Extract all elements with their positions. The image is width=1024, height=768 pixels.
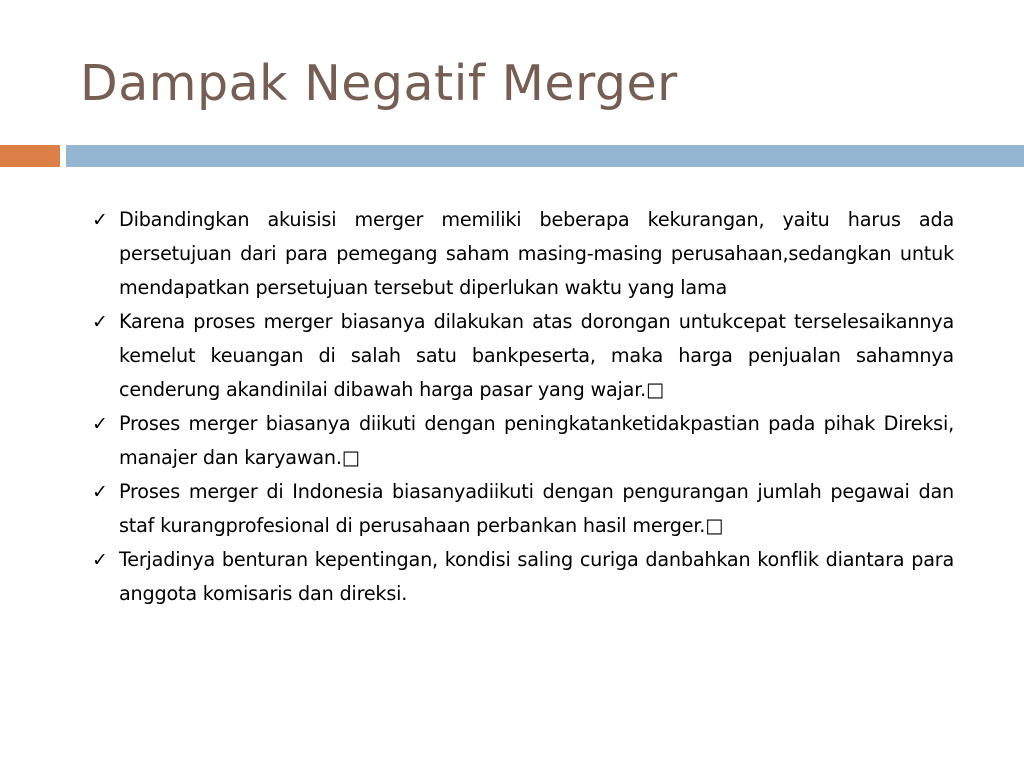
bullet-item	[90, 203, 954, 305]
checkmark-icon: ✓	[92, 481, 108, 503]
checkmark-icon: ✓	[92, 209, 108, 231]
checkmark-icon: ✓	[92, 311, 108, 333]
checkmark-icon: ✓	[92, 413, 108, 435]
bullet-text: Proses merger di Indonesia biasanyadiikuti dengan pengurangan jumlah pegawai dan staf kurangprofesional di perusahaan perbankan hasil merger.□	[119, 480, 954, 537]
checkmark-icon: ✓	[92, 549, 108, 571]
bullet-item	[90, 475, 954, 543]
accent-bar-blue	[66, 145, 1024, 167]
bullet-text: Terjadinya benturan kepentingan, kondisi saling curiga danbahkan konflik diantara para anggota komisaris dan direksi.	[119, 548, 954, 605]
bullet-item	[90, 407, 954, 475]
slide-content	[90, 203, 954, 611]
bullet-text: Karena proses merger biasanya dilakukan atas dorongan untukcepat terselesaikannya kemelut keuangan di salah satu bankpeserta, maka harga penjualan sahamnya cenderung akandinilai dibawah harga pasar yang wajar.□	[119, 310, 954, 401]
bullet-text: Dibandingkan akuisisi merger memiliki beberapa kekurangan, yaitu harus ada persetujuan dari para pemegang saham masing-masing perusahaan,sedangkan untuk mendapatkan persetujuan tersebut diperlukan waktu yang lama	[119, 208, 954, 299]
slide-title: Dampak Negatif Merger	[80, 55, 678, 112]
bullet-text: Proses merger biasanya diikuti dengan peningkatanketidakpastian pada pihak Direksi, manajer dan karyawan.□	[119, 412, 954, 469]
accent-bar-orange	[0, 145, 60, 167]
bullet-item	[90, 305, 954, 407]
bullet-item	[90, 543, 954, 611]
bullet-list	[90, 203, 954, 611]
